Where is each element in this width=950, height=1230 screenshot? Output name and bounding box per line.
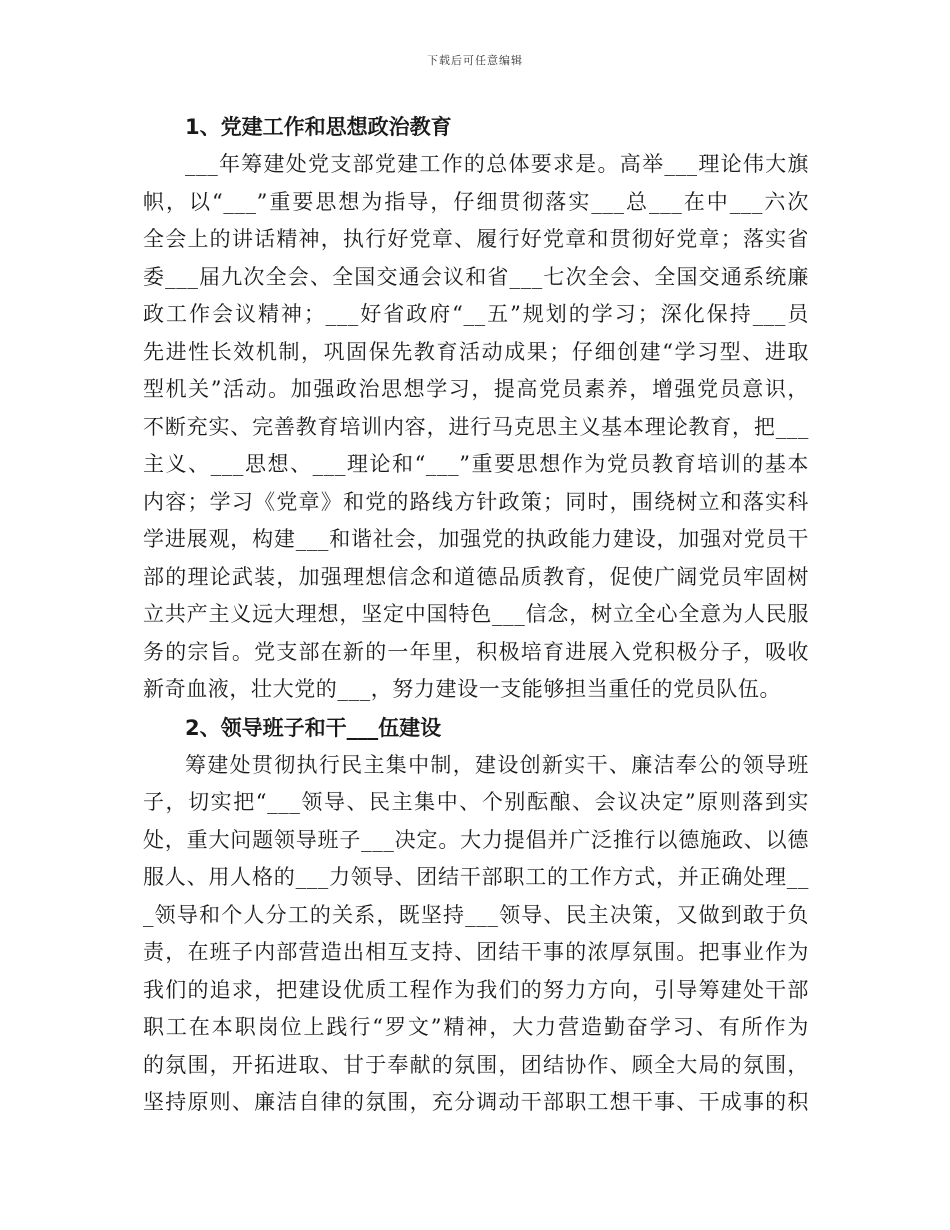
text-line: 我们的追求，把建设优质工程作为我们的努力方向，引导筹建处干部: [143, 977, 809, 1002]
text-line: ___年筹建处党支部党建工作的总体要求是。高举___理论伟大旗: [185, 152, 809, 176]
text-line: 主义、___思想、___理论和“___”重要思想作为党员教育培训的基本: [143, 452, 809, 476]
section-heading: 2、领导班子和干___伍建设: [185, 715, 442, 740]
text-line: 帜，以“___”重要思想为指导，仔细贯彻落实___总___在中___六次: [143, 189, 809, 214]
text-line: 政工作会议精神；___好省政府“__五”规划的学习；深化保持___员: [143, 302, 809, 326]
text-line: 坚持原则、廉洁自律的氛围，充分调动干部职工想干事、干成事的积: [143, 1090, 809, 1114]
section-1: [143, 108, 809, 709]
document-body: [143, 108, 809, 1122]
section-paragraph: [143, 747, 809, 1122]
text-line: 委___届九次全会、全国交通会议和省___七次全会、全国交通系统廉: [143, 264, 809, 289]
text-line: 子，切实把“___领导、民主集中、个别酝酿、会议决定”原则落到实: [143, 790, 809, 814]
text-line: 筹建处贯彻执行民主集中制，建设创新实干、廉洁奉公的领导班: [185, 752, 809, 777]
text-line: 学进展观，构建___和谐社会，加强党的执政能力建设，加强对党员干: [143, 527, 809, 551]
text-line: 新奇血液，壮大党的___，努力建设一支能够担当重任的党员队伍。: [143, 677, 782, 701]
text-line: 责，在班子内部营造出相互支持、团结干事的浓厚氛围。把事业作为: [143, 940, 809, 964]
text-line: 内容；学习《党章》和党的路线方针政策；同时，围绕树立和落实科: [143, 489, 809, 514]
section-heading: 1、党建工作和思想政治教育: [185, 115, 452, 139]
text-line: 服人、用人格的___力领导、团结干部职工的工作方式，并正确处理__: [143, 865, 809, 889]
section-paragraph: [143, 146, 809, 709]
text-line: 全会上的讲话精神，执行好党章、履行好党章和贯彻好党章；落实省: [143, 227, 809, 251]
text-line: _领导和个人分工的关系，既坚持___领导、民主决策，又做到敢于负: [143, 902, 809, 927]
text-line: 立共产主义远大理想，坚定中国特色___信念，树立全心全意为人民服: [143, 602, 809, 626]
text-line: 处，重大问题领导班子___决定。大力提倡并广泛推行以德施政、以德: [143, 827, 809, 852]
text-line: 部的理论武装，加强理想信念和道德品质教育，促使广阔党员牢固树: [143, 564, 809, 589]
text-line: 型机关”活动。加强政治思想学习，提高党员素养，增强党员意识，: [143, 377, 809, 401]
text-line: 先进性长效机制，巩固保先教育活动成果；仔细创建“学习型、进取: [143, 339, 809, 364]
text-line: 务的宗旨。党支部在新的一年里，积极培育进展入党积极分子，吸收: [143, 639, 809, 664]
text-line: 职工在本职岗位上践行“罗文”精神，大力营造勤奋学习、有所作为: [143, 1015, 809, 1039]
text-line: 的氛围，开拓进取、甘于奉献的氛围，团结协作、顾全大局的氛围，: [143, 1052, 809, 1077]
text-line: 不断充实、完善教育培训内容，进行马克思主义基本理论教育，把___: [143, 414, 809, 439]
header-note: 下载后可任意编辑: [427, 54, 523, 67]
section-2: [143, 709, 809, 1122]
